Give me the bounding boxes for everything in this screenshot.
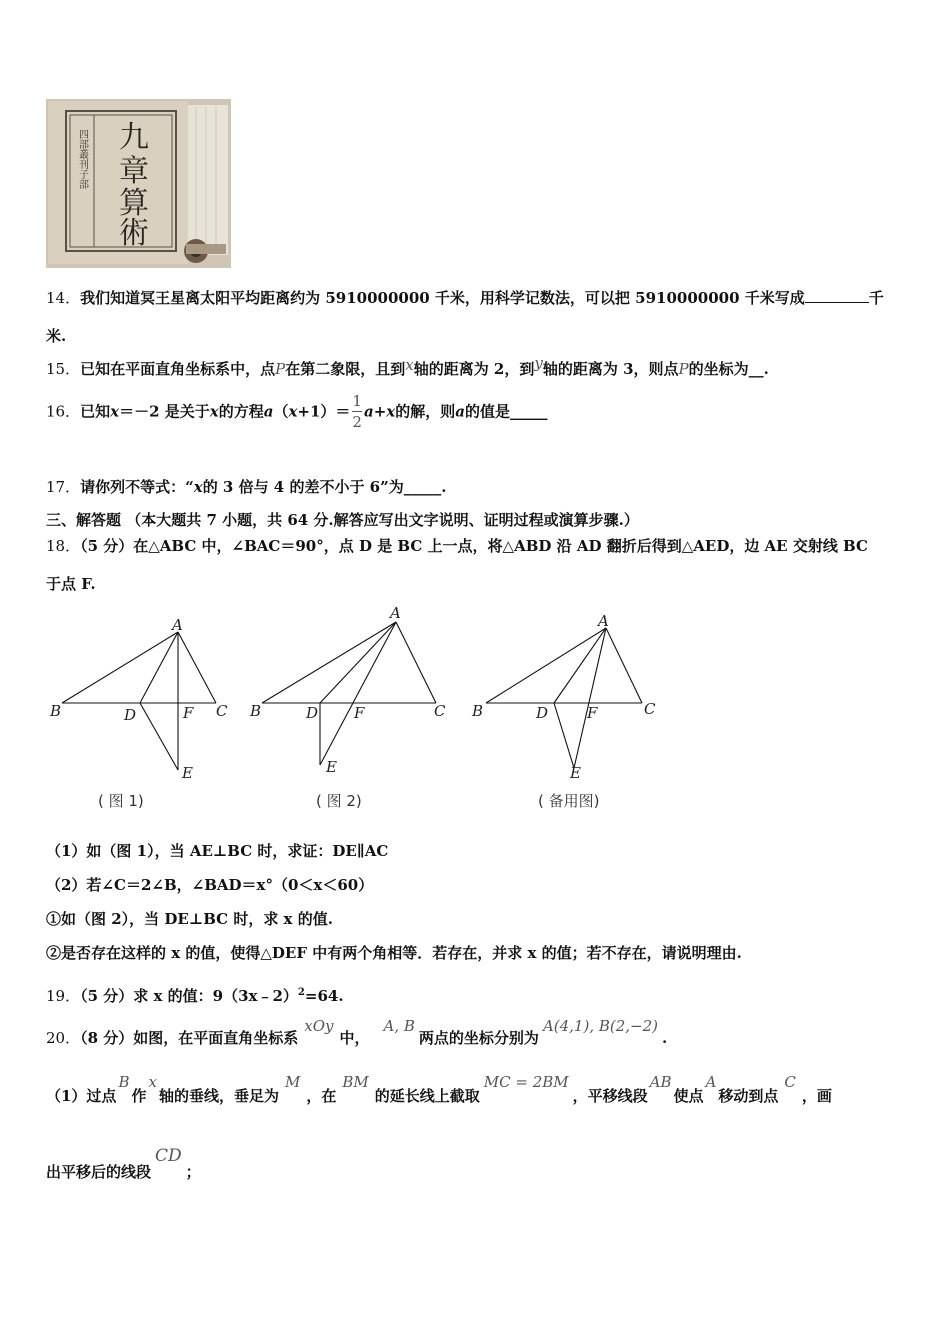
q16-var-x4: x — [386, 402, 396, 421]
q15-math-y: y — [534, 354, 543, 372]
q16-line — [46, 391, 548, 432]
q20-math-coords: A(4,1), B(2,−2) — [542, 1017, 659, 1035]
q20-p1-text-i: ，画 — [801, 1087, 832, 1105]
fig3-label-B: B — [472, 702, 484, 720]
q16-text-7: 的解，则 — [395, 402, 456, 421]
q20-math-BM: BM — [342, 1073, 369, 1091]
fig1-label-B: B — [50, 702, 62, 720]
q20-text-3: 两点的坐标分别为 — [418, 1029, 539, 1047]
q17-text-2: 的 3 倍与 4 的差不小于 6”为_____. — [202, 478, 447, 496]
q16-text-6: + — [373, 402, 387, 421]
fig2-label-C: C — [434, 702, 446, 720]
fig3-label-E: E — [570, 764, 581, 782]
fig2-caption: ( 图 2) — [316, 792, 362, 810]
q20-number: 20． — [46, 1029, 81, 1047]
fig2-label-E: E — [326, 758, 337, 776]
book-side-text: 四部叢刊子部 — [76, 129, 88, 189]
q14-number: 14． — [46, 289, 81, 307]
book-title-char-4: 術 — [119, 216, 149, 251]
fig2-label-B: B — [250, 702, 262, 720]
q16-fraction — [352, 391, 362, 432]
q16-var-x1: x — [110, 402, 120, 421]
q17-text-1: 请你列不等式：“ — [80, 478, 194, 496]
q20-p1-text-c: 轴的垂线，垂足为 — [158, 1087, 279, 1105]
q16-var-x3: x — [288, 402, 298, 421]
figure-1 — [62, 632, 216, 770]
q18-part2: （2）若∠C＝2∠B，∠BAD＝x°（0＜x＜60） — [46, 876, 374, 894]
q16-var-a1: a — [263, 402, 274, 421]
q20-p1-text-a: （1）过点 — [46, 1087, 117, 1105]
q20-p1-text-b: 作 — [131, 1087, 147, 1105]
q15-math-P: P — [275, 360, 286, 378]
q20-p1-text-d: ，在 — [306, 1087, 337, 1105]
figure-2 — [262, 622, 436, 765]
q16-text-4: （ — [273, 402, 289, 421]
fig1-caption: ( 图 1) — [98, 792, 144, 810]
q16-text-1: 已知 — [80, 402, 111, 421]
figure-spare — [486, 628, 642, 768]
q20-text-2: 中， — [339, 1029, 370, 1047]
q20-math-AB: A, B — [383, 1017, 415, 1035]
q15-text-1: 已知在平面直角坐标系中，点 — [80, 360, 276, 378]
q15-text-2: 在第二象限，且到 — [285, 360, 406, 378]
q14-text: 我们知道冥王星离太阳平均距离约为 5910000000 千米，用科学记数法，可以把 5910000000 千米写成 — [80, 289, 805, 307]
q15-text-5: 的坐标为__. — [688, 360, 769, 378]
fig1-label-E: E — [182, 764, 193, 782]
q16-var-x2: x — [209, 402, 219, 421]
q18-part2-sub1: ①如（图 2），当 DE⊥BC 时，求 x 的值. — [46, 910, 333, 928]
q18-line2: 于点 F. — [46, 575, 96, 593]
q20-part1-line2 — [46, 1148, 201, 1196]
q16-text-3: 的方程 — [218, 402, 264, 421]
q20-math-xOy: xOy — [304, 1017, 334, 1035]
fig3-label-D: D — [536, 704, 549, 722]
q18-figures — [40, 600, 680, 820]
q20-p1-text-h: 移动到点 — [718, 1087, 779, 1105]
q14-line1 — [46, 287, 884, 308]
q20-math-AB2: AB — [649, 1073, 672, 1091]
q20-math-C: C — [784, 1073, 796, 1091]
fig1-label-C: C — [216, 702, 228, 720]
q18-number: 18． — [46, 537, 81, 555]
q20-p1-text-e: 的延长线上截取 — [374, 1087, 480, 1105]
q15-text-3: 轴的距离为 2，到 — [413, 360, 535, 378]
fig1-label-A: A — [172, 616, 183, 634]
q19-number: 19． — [46, 987, 81, 1005]
q16-number: 16． — [46, 402, 81, 421]
fig1-label-D: D — [124, 706, 137, 724]
q20-line — [46, 1018, 667, 1058]
q16-var-a3: a — [455, 402, 465, 421]
fig2-label-A: A — [390, 604, 401, 622]
q15-line — [46, 354, 769, 379]
q16-text-5: +1）＝ — [297, 402, 351, 421]
q19-exponent: 2 — [297, 987, 305, 998]
q16-var-a2: a — [363, 402, 374, 421]
q14-line2: 米. — [46, 327, 67, 345]
q20-p1-text-g: 使点 — [673, 1087, 704, 1105]
q20-text-4: . — [662, 1029, 668, 1047]
q19-text: （5 分）求 x 的值：9（3x﹣2） — [80, 987, 298, 1005]
q17-line — [46, 476, 446, 497]
q20-part1-line1 — [46, 1072, 832, 1120]
q20-math-MC: MC = 2BM — [483, 1073, 569, 1091]
q20-text-1: （8 分）如图，在平面直角坐标系 — [80, 1029, 299, 1047]
book-title-char-1: 九 — [119, 120, 149, 155]
q20-math-M: M — [284, 1073, 301, 1091]
fig2-label-F: F — [354, 704, 365, 722]
fig2-label-D: D — [306, 704, 319, 722]
q17-number: 17． — [46, 478, 81, 496]
q19-line — [46, 985, 344, 1006]
q14-answer-blank[interactable] — [805, 288, 869, 303]
q19-tail: =64. — [304, 987, 344, 1005]
q20-math-CD: CD — [155, 1146, 182, 1166]
fig1-label-F: F — [183, 704, 194, 722]
fig3-label-F: F — [587, 704, 598, 722]
q20-math-A: A — [705, 1073, 717, 1091]
q16-frac-numerator: 1 — [352, 392, 362, 410]
book-title-char-2: 章 — [119, 154, 149, 189]
q18-part1: （1）如（图 1），当 AE⊥BC 时，求证：DE∥AC — [46, 842, 389, 860]
q15-text-4: 轴的距离为 3，则点 — [542, 360, 679, 378]
q14-tail: 千 — [868, 289, 884, 307]
q20-math-B: B — [118, 1073, 130, 1091]
q15-number: 15． — [46, 360, 81, 378]
q18-line1 — [46, 535, 868, 556]
q18-part2-sub2: ②是否存在这样的 x 的值，使得△DEF 中有两个角相等．若存在，并求 x 的值；若不存在，请说明理由. — [46, 944, 742, 962]
fig3-caption: ( 备用图) — [538, 792, 600, 810]
q20-math-x: x — [148, 1073, 157, 1091]
book-title-char-3: 算 — [119, 186, 149, 221]
q20-p1-text-line2: 出平移后的线段 — [46, 1163, 152, 1181]
q20-p1-text-end: ； — [185, 1163, 201, 1181]
fig3-label-C: C — [644, 700, 656, 718]
book-photo — [46, 99, 231, 268]
q16-text-8: 的值是_____ — [464, 402, 548, 421]
q15-math-x: x — [405, 356, 414, 374]
q16-text-2: ＝－2 是关于 — [119, 402, 210, 421]
q16-frac-denominator: 2 — [352, 413, 362, 431]
q15-math-P2: P — [678, 360, 689, 378]
q18-text-1: （5 分）在△ABC 中，∠BAC＝90°，点 D 是 BC 上一点，将△ABD 沿 AD 翻折后得到△AED，边 AE 交射线 BC — [80, 537, 868, 555]
section-3-heading: 三、解答题 （本大题共 7 小题，共 64 分.解答应写出文字说明、证明过程或演算步骤.） — [46, 511, 639, 529]
book-illustration — [46, 99, 231, 268]
q20-p1-text-f: ，平移线段 — [572, 1087, 648, 1105]
q17-var-x: x — [193, 478, 203, 496]
fig3-label-A: A — [598, 612, 609, 630]
